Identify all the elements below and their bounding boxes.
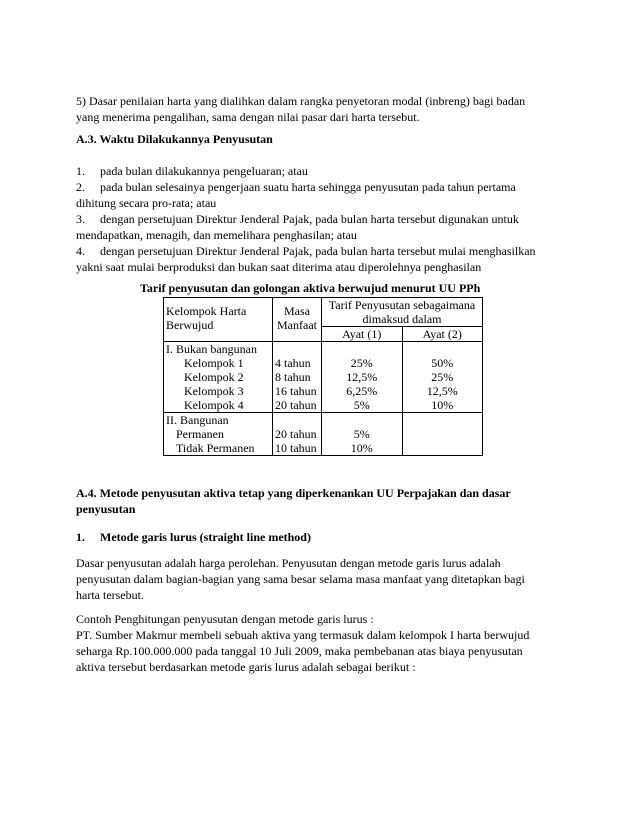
section-a3-list [76, 163, 576, 275]
table-row-group-2 [164, 413, 483, 456]
list-item-1: 1. pada bulan dilakukannya pengeluaran; atau [76, 164, 308, 178]
group-1-row-1-ayat2: 50% [431, 356, 454, 370]
method-subheading [76, 529, 576, 545]
group-2-title: II. Bangunan [166, 413, 229, 427]
group-1-row-3-masa: 16 tahun [275, 384, 317, 398]
header-kelompok: Kelompok Harta Berwujud [164, 298, 273, 342]
point-5-paragraph [76, 93, 576, 125]
group-1-row-2-name: Kelompok 2 [184, 370, 244, 384]
method-number: 1. [76, 530, 85, 544]
group-1-row-4-masa: 20 tahun [275, 398, 317, 412]
section-a4-heading-line-1: A.4. Metode penyusutan aktiva tetap yang diperkenankan UU Perpajakan dan dasar [76, 486, 511, 500]
method-title: Metode garis lurus (straight line method) [100, 530, 311, 544]
group-1-row-4-ayat2: 10% [431, 398, 454, 412]
example-line-1: Contoh Penghitungan penyusutan dengan metode garis lurus : [76, 612, 374, 626]
list-item-3-cont: mendapatkan, menagih, dan memelihara penghasilan; atau [76, 228, 357, 242]
group-2-row-1-masa: 20 tahun [275, 427, 317, 441]
header-ayat-1: Ayat (1) [322, 327, 403, 342]
group-2-row-2-ayat1: 10% [350, 441, 373, 455]
group-2-row-2-masa: 10 tahun [275, 441, 317, 455]
group-2-row-1-name: Permanen [176, 427, 224, 441]
example-paragraph [76, 611, 576, 675]
group-1-row-3-ayat2: 12,5% [426, 384, 458, 398]
method-description [76, 555, 576, 603]
header-tarif: Tarif Penyusutan sebagaimana dimaksud dalam [322, 298, 483, 327]
group-1-row-2-ayat2: 25% [431, 370, 454, 384]
header-masa: Masa Manfaat [273, 298, 322, 342]
point-5-line-2: yang menerima pengalihan, sama dengan nilai pasar dari harta tersebut. [76, 110, 420, 124]
list-item-2-cont: dihitung secara pro-rata; atau [76, 196, 217, 210]
list-item-2: 2. pada bulan selesainya pengerjaan suatu harta sehingga penyusutan pada tahun pertama [76, 180, 516, 194]
list-item-3: 3. dengan persetujuan Direktur Jenderal Pajak, pada bulan harta tersebut digunakan untuk [76, 212, 519, 226]
example-line-2: PT. Sumber Makmur membeli sebuah aktiva yang termasuk dalam kelompok I harta berwujud [76, 628, 530, 642]
list-item-4: 4. dengan persetujuan Direktur Jenderal Pajak, pada bulan harta tersebut mulai menghasilkan [76, 244, 536, 258]
header-ayat-2: Ayat (2) [402, 327, 483, 342]
group-1-row-2-masa: 8 tahun [275, 370, 311, 384]
group-1-row-3-name: Kelompok 3 [184, 384, 244, 398]
tarif-table [163, 297, 483, 456]
group-1-row-1-ayat1: 25% [350, 356, 373, 370]
list-item-4-cont: yakni saat mulai berproduksi dan bukan saat diterima atau diperolehnya penghasilan [76, 260, 482, 274]
example-line-3: seharga Rp.100.000.000 pada tanggal 10 Juli 2009, maka pembebanan atas biaya penyusutan [76, 644, 523, 658]
table-caption: Tarif penyusutan dan golongan aktiva berwujud menurut UU PPh [140, 281, 481, 295]
group-1-row-3-ayat1: 6,25% [346, 384, 378, 398]
section-a4-heading-line-2: penyusutan [76, 502, 136, 516]
group-2-row-1-ayat1: 5% [353, 427, 370, 441]
section-a3-heading: A.3. Waktu Dilakukannya Penyusutan [76, 132, 273, 146]
method-description-line-2: penyusutan dalam bagian-bagian yang sama besar selama masa manfaat yang ditetapkan bagi [76, 572, 525, 586]
group-1-row-1-masa: 4 tahun [275, 356, 311, 370]
method-description-line-1: Dasar penyusutan adalah harga perolehan. Penyusutan dengan metode garis lurus adalah [76, 556, 501, 570]
group-2-row-2-name: Tidak Permanen [176, 441, 255, 455]
group-1-row-4-ayat1: 5% [353, 398, 370, 412]
method-description-line-3: harta tersebut. [76, 588, 144, 602]
group-1-row-4-name: Kelompok 4 [184, 398, 244, 412]
table-row-group-1 [164, 342, 483, 413]
group-1-row-2-ayat1: 12,5% [346, 370, 378, 384]
point-5-line-1: 5) Dasar penilaian harta yang dialihkan dalam rangka penyetoran modal (inbreng) bagi badan [76, 94, 526, 108]
group-1-title: I. Bukan bangunan [166, 342, 257, 356]
section-a4-heading [76, 485, 576, 517]
example-line-4: aktiva tersebut berdasarkan metode garis lurus adalah sebagai berikut : [76, 660, 416, 674]
group-1-row-1-name: Kelompok 1 [184, 356, 244, 370]
